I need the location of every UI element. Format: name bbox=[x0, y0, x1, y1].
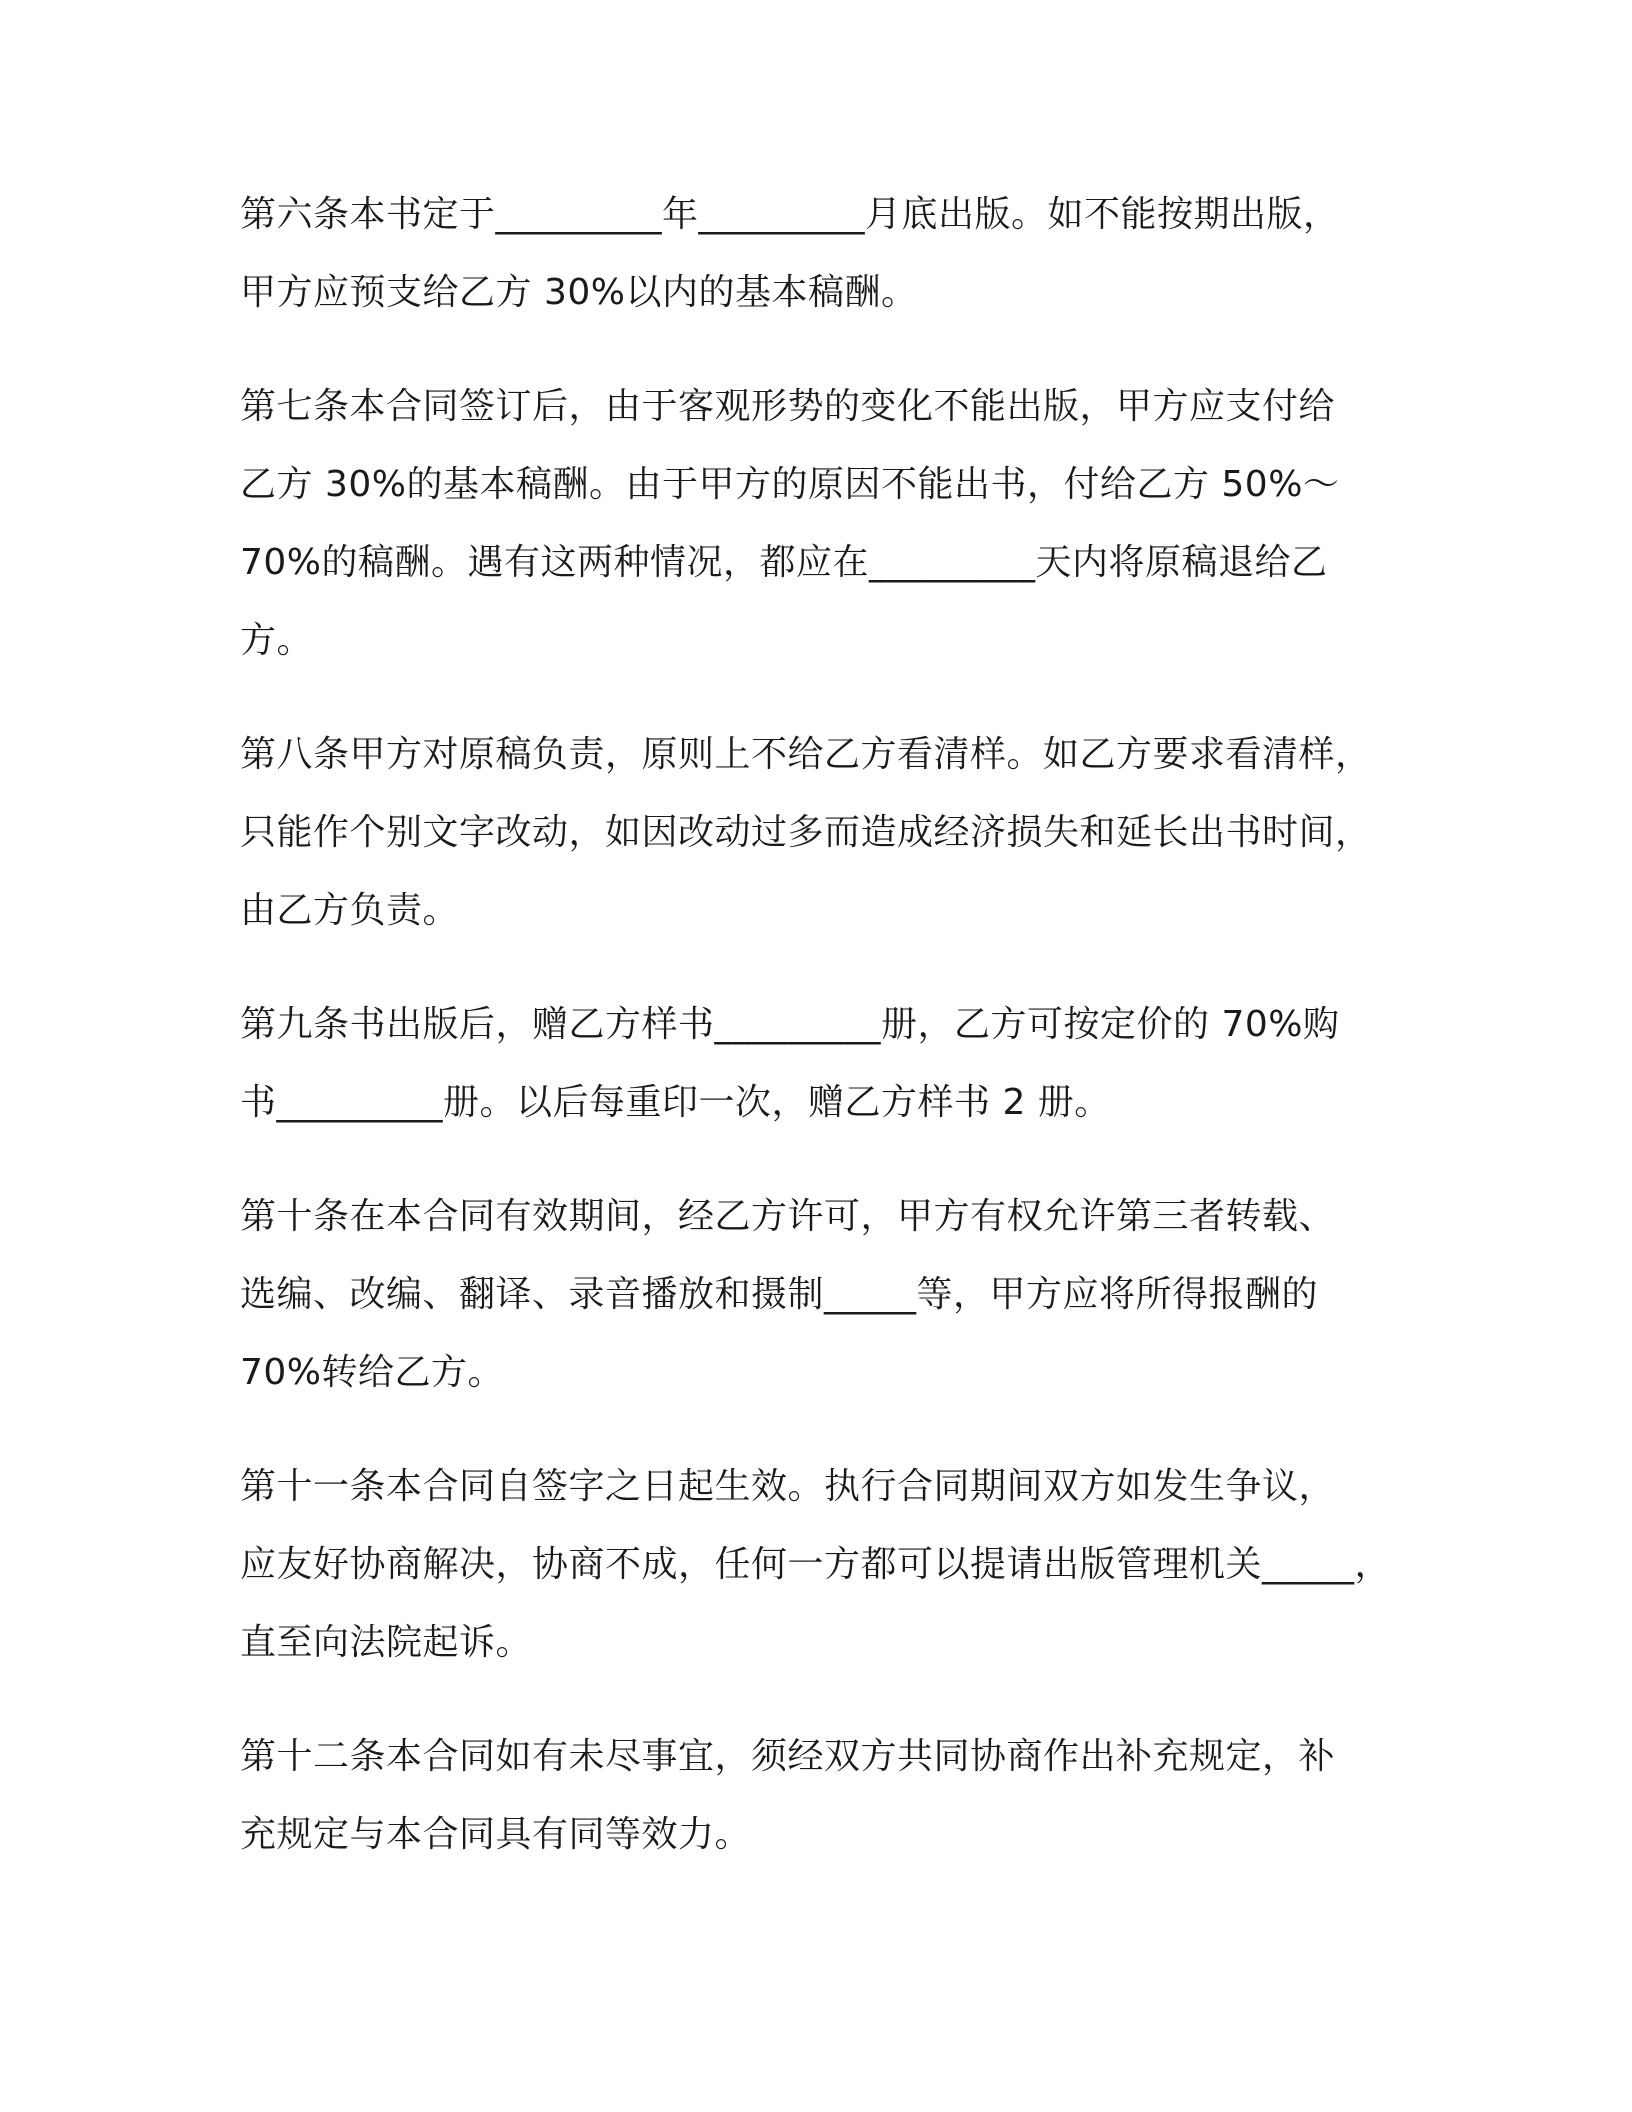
clause-9-line-1: 第九条书出版后，赠乙方样书_________册，乙方可按定价的 70%购 bbox=[240, 1004, 1340, 1045]
clause-10-line-1: 第十条在本合同有效期间，经乙方许可，甲方有权允许第三者转载、 bbox=[240, 1196, 1336, 1237]
clause-7-line-2: 乙方 30%的基本稿酬。由于甲方的原因不能出书，付给乙方 50%～ bbox=[240, 464, 1340, 505]
clause-11-line-2: 应友好协商解决，协商不成，任何一方都可以提请出版管理机关_____， bbox=[240, 1544, 1392, 1585]
clause-9 bbox=[240, 986, 1400, 1142]
clause-10 bbox=[240, 1178, 1400, 1412]
clause-11-line-1: 第十一条本合同自签字之日起生效。执行合同期间双方如发生争议， bbox=[240, 1466, 1336, 1507]
clause-8 bbox=[240, 716, 1400, 950]
clause-11-line-3: 直至向法院起诉。 bbox=[240, 1622, 533, 1663]
clause-8-line-2: 只能作个别文字改动，如因改动过多而造成经济损失和延长出书时间， bbox=[240, 812, 1372, 853]
clause-10-line-2: 选编、改编、翻译、录音播放和摄制_____等，甲方应将所得报酬的 bbox=[240, 1274, 1319, 1315]
clause-7-line-1: 第七条本合同签订后，由于客观形势的变化不能出版，甲方应支付给 bbox=[240, 386, 1336, 427]
clause-7-line-4: 方。 bbox=[240, 620, 314, 661]
clause-12 bbox=[240, 1718, 1400, 1874]
clause-6 bbox=[240, 176, 1400, 332]
clause-8-line-1: 第八条甲方对原稿负责，原则上不给乙方看清样。如乙方要求看清样， bbox=[240, 734, 1372, 775]
clause-12-line-2: 充规定与本合同具有同等效力。 bbox=[240, 1814, 752, 1855]
clause-8-line-3: 由乙方负责。 bbox=[240, 890, 460, 931]
clause-10-line-3: 70%转给乙方。 bbox=[240, 1352, 505, 1393]
clause-12-line-1: 第十二条本合同如有未尽事宜，须经双方共同协商作出补充规定，补 bbox=[240, 1736, 1336, 1777]
clause-7 bbox=[240, 368, 1400, 680]
clause-11 bbox=[240, 1448, 1400, 1682]
clause-7-line-3: 70%的稿酬。遇有这两种情况，都应在_________天内将原稿退给乙 bbox=[240, 542, 1328, 583]
clause-6-line-1: 第六条本书定于_________年_________月底出版。如不能按期出版， bbox=[240, 194, 1340, 235]
clause-6-line-2: 甲方应预支给乙方 30%以内的基本稿酬。 bbox=[240, 272, 918, 313]
clause-9-line-2: 书_________册。以后每重印一次，赠乙方样书 2 册。 bbox=[240, 1082, 1111, 1123]
contract-body bbox=[240, 176, 1400, 1910]
